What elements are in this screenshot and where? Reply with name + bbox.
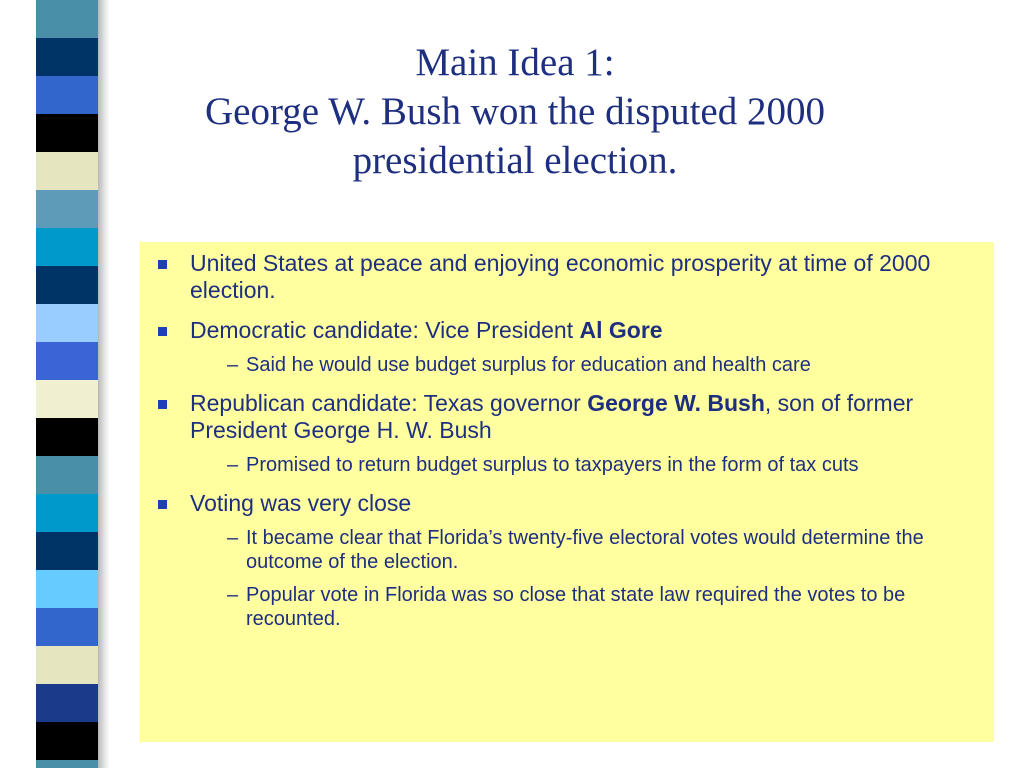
dash-bullet-icon: – [227,454,239,476]
stripe-block [36,266,98,304]
stripe-block [36,342,98,380]
bullet-list [158,250,958,631]
sub-bullet-item [158,353,958,377]
stripe-block [36,608,98,646]
stripe-block [36,0,98,38]
stripe-block [36,76,98,114]
bullet-item [158,250,958,304]
square-bullet-icon [158,500,167,509]
bullet-text: Voting was very close [190,490,412,516]
stripe-block [36,456,98,494]
sub-bullet-text: It became clear that Florida’s twenty-five electoral votes would determine the outcome of the election. [246,527,924,573]
stripe-block [36,722,98,760]
decorative-stripe-bar [36,0,98,768]
stripe-block [36,418,98,456]
stripe-block [36,570,98,608]
stripe-block [36,304,98,342]
bullet-text: United States at peace and enjoying economic prosperity at time of 2000 election. [190,250,931,303]
bullet-text: Democratic candidate: Vice President [190,317,580,343]
stripe-block [36,760,98,768]
bullet-bold-text: Al Gore [579,317,663,343]
square-bullet-icon [158,260,167,269]
square-bullet-icon [158,400,167,409]
title-line-1: Main Idea 1: [415,41,615,84]
dash-bullet-icon: – [227,527,239,549]
sub-bullet-text: Popular vote in Florida was so close that state law required the votes to be recounted. [246,584,906,630]
content-box [140,242,994,742]
title-line-3: presidential election. [352,139,678,182]
stripe-block [36,152,98,190]
stripe-block [36,190,98,228]
stripe-block [36,684,98,722]
sub-bullet-item [158,453,958,477]
stripe-block [36,114,98,152]
title-line-2: George W. Bush won the disputed 2000 [204,90,825,133]
bullet-text: Republican candidate: Texas governor [190,390,588,416]
bullet-bold-text: George W. Bush [587,390,765,416]
dash-bullet-icon: – [227,584,239,606]
stripe-block [36,494,98,532]
slide-title [130,38,900,185]
stripe-block [36,646,98,684]
dash-bullet-icon: – [227,354,239,376]
sub-bullet-item [158,526,958,574]
sub-bullet-text: Said he would use budget surplus for education and health care [246,354,811,376]
stripe-bar-shadow [98,0,110,768]
square-bullet-icon [158,327,167,336]
stripe-block [36,380,98,418]
bullet-text-suffix: , son of former President George H. W. Bush [190,390,914,443]
bullet-item [158,317,958,344]
bullet-item [158,390,958,444]
sub-bullet-text: Promised to return budget surplus to taxpayers in the form of tax cuts [246,454,859,476]
stripe-block [36,228,98,266]
stripe-block [36,38,98,76]
stripe-block [36,532,98,570]
bullet-item [158,490,958,517]
sub-bullet-item [158,583,958,631]
